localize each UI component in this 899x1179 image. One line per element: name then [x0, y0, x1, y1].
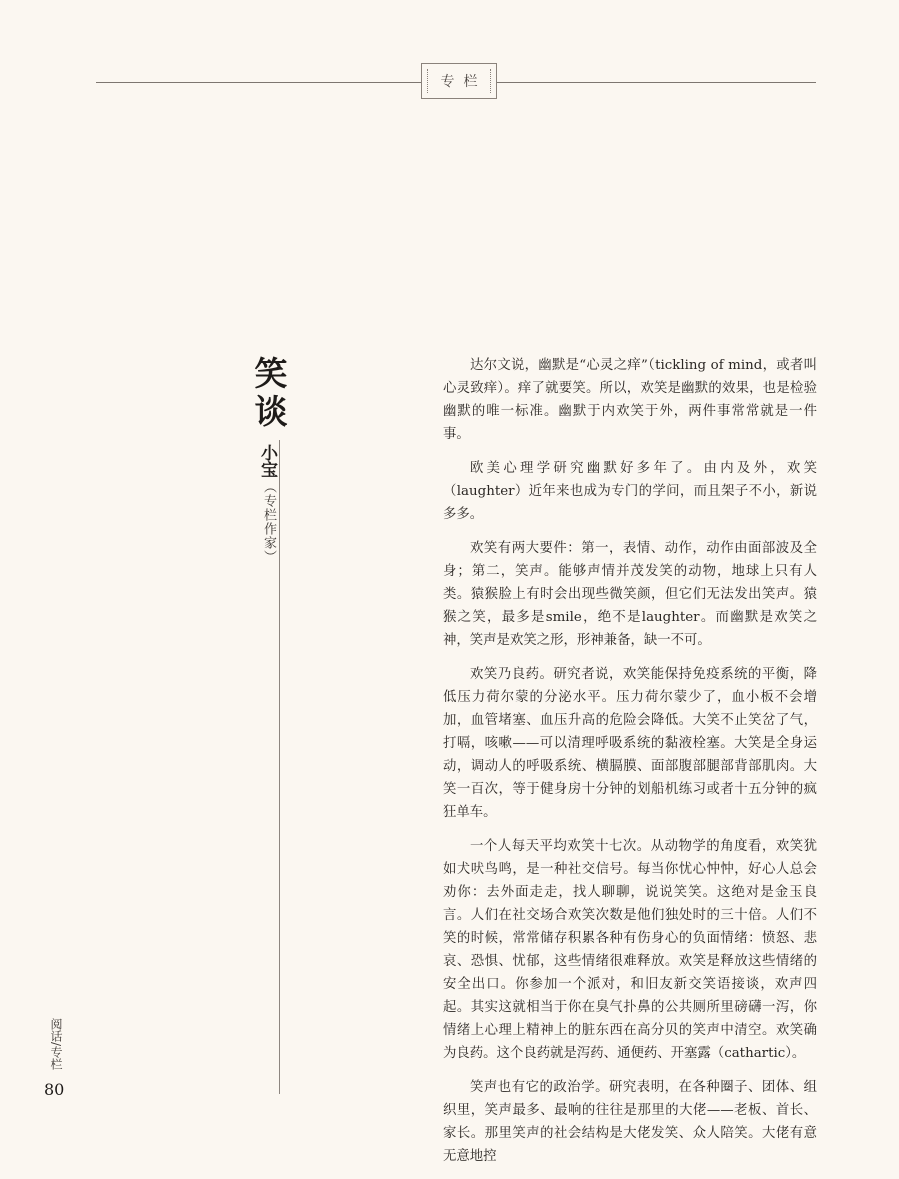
author-name: 小宝: [257, 444, 277, 478]
section-label: 阅话/专栏: [49, 1018, 63, 1071]
paragraph: 达尔文说，幽默是“心灵之痒”（tickling of mind，或者叫心灵致痒）。痒了就要笑。所以，欢笑是幽默的效果，也是检验幽默的唯一标准。幽默于内欢笑于外，两件事常常就是一件事。: [443, 358, 817, 442]
column-label: 专栏: [440, 74, 487, 90]
paragraph: 欢笑乃良药。研究者说，欢笑能保持免疫系统的平衡，降低压力荷尔蒙的分泌水平。压力荷尔蒙少了，血小板不会增加，血管堵塞、血压升高的危险会降低。大笑不止笑岔了气，打嗝，咳嗽——可以清理呼吸系统的黏液栓塞。大笑是全身运动，调动人的呼吸系统、横膈膜、面部腹部腿部背部肌肉。大笑一百次，等于健身房十分钟的划船机练习或者十五分钟的疯狂单车。: [443, 667, 817, 820]
vertical-divider: [279, 440, 280, 1094]
article-body: [443, 354, 817, 1179]
paragraph: 欧美心理学研究幽默好多年了。由内及外，欢笑（laughter）近年来也成为专门的学问，而且架子不小，新说多多。: [443, 461, 817, 522]
column-tag: [421, 63, 497, 99]
page-number: 80: [44, 1080, 65, 1099]
paragraph: 欢笑有两大要件：第一，表情、动作，动作由面部波及全身；第二，笑声。能够声情并茂发笑的动物，地球上只有人类。猿猴脸上有时会出现些微笑颜，但它们无法发出笑声。猿猴之笑，最多是smile，绝不是laughter。而幽默是欢笑之神，笑声是欢笑之形，形神兼备，缺一不可。: [443, 541, 817, 648]
author-note: （专栏作家）: [261, 480, 276, 564]
article-title: 笑谈: [254, 354, 288, 431]
paragraph: 一个人每天平均欢笑十七次。从动物学的角度看，欢笑犹如犬吠鸟鸣，是一种社交信号。每当你忧心忡忡，好心人总会劝你：去外面走走，找人聊聊，说说笑笑。这绝对是金玉良言。人们在社交场合欢笑次数是他们独处时的三十倍。人们不笑的时候，常常储存积累各种有伤身心的负面情绪：愤怒、悲哀、恐惧、忧郁，这些情绪很难释放。欢笑是释放这些情绪的安全出口。你参加一个派对，和旧友新交笑语接谈，欢声四起。其实这就相当于你在臭气扑鼻的公共厕所里磅礴一泻，你情绪上心理上精神上的脏东西在高分贝的笑声中清空。欢笑确为良药。这个良药就是泻药、通便药、开塞露（cathartic）。: [443, 839, 817, 1061]
paragraph: 笑声也有它的政治学。研究表明，在各种圈子、团体、组织里，笑声最多、最响的往往是那里的大佬——老板、首长、家长。那里笑声的社会结构是大佬发笑、众人陪笑。大佬有意无意地控: [443, 1080, 817, 1164]
